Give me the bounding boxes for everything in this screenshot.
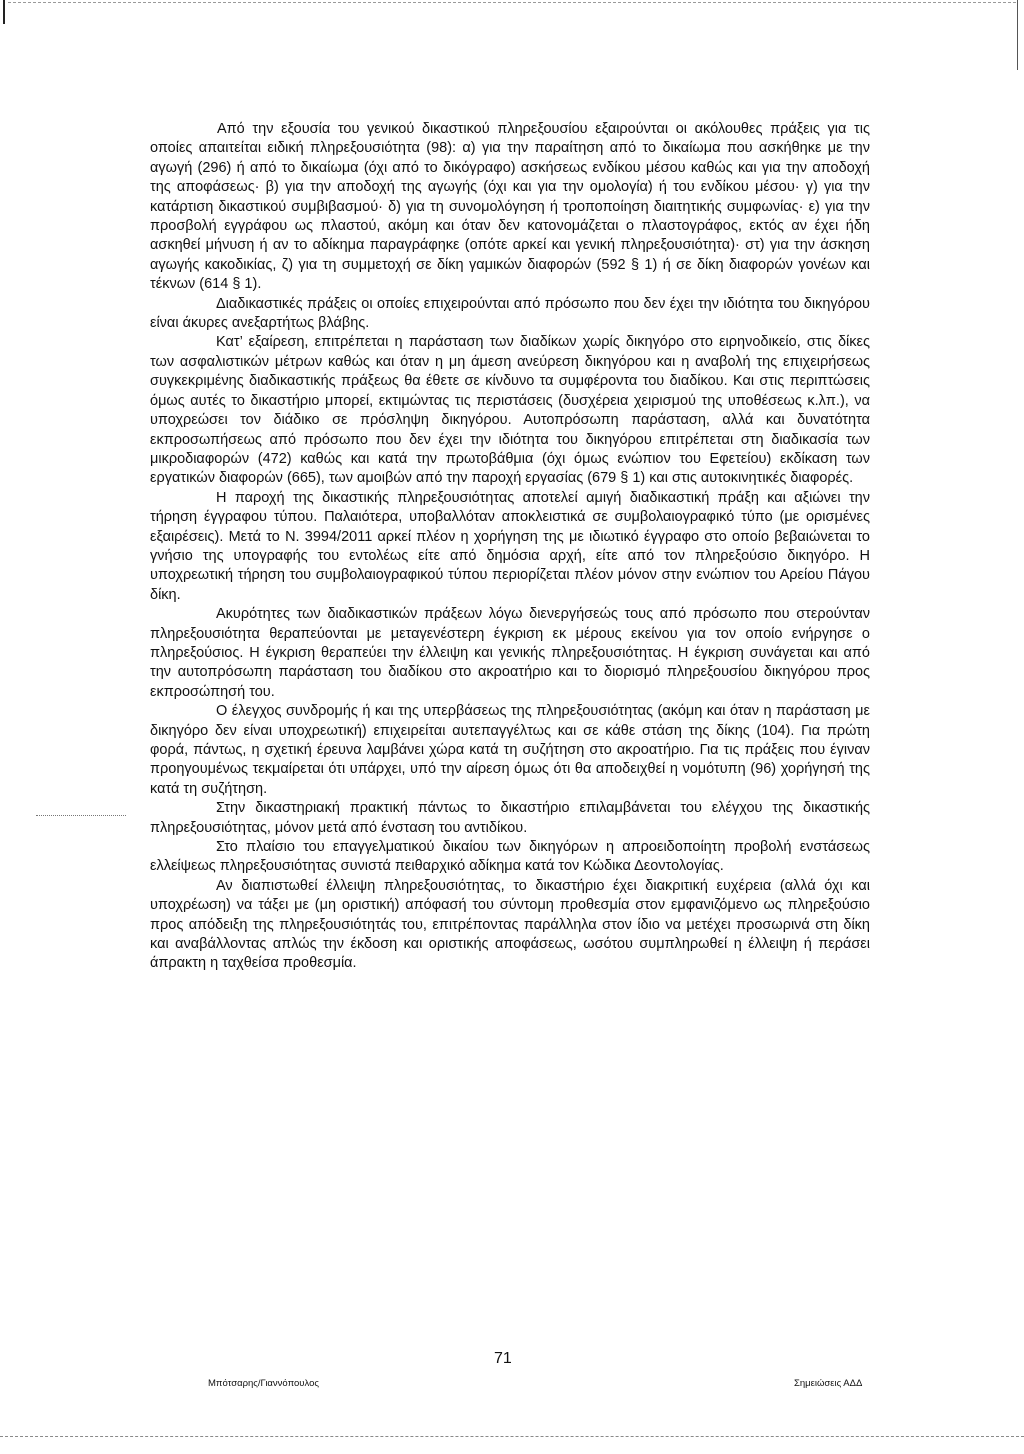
paragraph: Στο πλαίσιο του επαγγελματικού δικαίου των δικηγόρων η απροειδοποίητη προβολή ενστάσεως ελλείψεως πληρεξουσιότητας συνιστά πειθαρχικό αδίκημα κατά τον Κώδικα Δεοντολογίας. xyxy=(150,839,870,875)
paragraph: Ακυρότητες των διαδικαστικών πράξεων λόγω διενεργήσεώς τους από πρόσωπο που στερούνταν πληρεξουσιότητα θεραπεύονται με μεταγενέστερη έγκριση εκ μέρους εκείνου για τον οποίο ενήργησε ο πληρεξούσιος. Η έγκριση θεραπεύει την έλλειψη και γενικής πληρεξουσιότητας. Η έγκριση συνάγεται και από την αυτοπρόσωπη παράσταση του διαδίκου στο ακροατήριο και το διορισμό πληρεξουσίου δικηγόρου προς εκπροσώπησή του. xyxy=(150,606,870,700)
scan-edge-bottom xyxy=(0,1436,1024,1437)
scan-edge-left xyxy=(3,0,5,24)
scan-artifact-dots xyxy=(36,815,126,816)
scan-edge-top xyxy=(8,2,1016,3)
footer-authors: Μπότσαρης/Γιαννόπουλος xyxy=(208,1378,319,1389)
page-footer xyxy=(0,1350,1024,1390)
footer-title: Σημειώσεις ΑΔΔ xyxy=(794,1378,863,1389)
paragraph: Ο έλεγχος συνδρομής ή και της υπερβάσεως της πληρεξουσιότητας (ακόμη και όταν η παράσταση με δικηγόρο δεν είναι υποχρεωτική) επιχειρείται αυτεπαγγέλτως και σε κάθε στάση της δίκης (104). Για πρώτη φορά, πάντως, η σχετική έρευνα λαμβάνει χώρα κατά τη συζήτηση στο ακροατήριο. Για τις πράξεις που έγιναν προηγουμένως τεκμαίρεται ότι υπάρχει, υπό την αίρεση όμως ότι θα αποδειχθεί η νομότυπη (96) χορήγησή της κατά τη συζήτηση. xyxy=(150,703,870,797)
paragraph: Διαδικαστικές πράξεις οι οποίες επιχειρούνται από πρόσωπο που δεν έχει την ιδιότητα του δικηγόρου είναι άκυρες ανεξαρτήτως βλάβης. xyxy=(150,295,870,332)
page-body xyxy=(150,120,870,974)
paragraph: Στην δικαστηριακή πρακτική πάντως το δικαστήριο επιλαμβάνεται του ελέγχου της δικαστικής πληρεξουσιότητας, μόνον μετά από ένσταση του αντιδίκου. xyxy=(150,800,870,836)
paragraph: Η παροχή της δικαστικής πληρεξουσιότητας αποτελεί αμιγή διαδικαστική πράξη και αξιώνει την τήρηση έγγραφου τύπου. Παλαιότερα, υποβαλλόταν αποκλειστικά σε συμβολαιογραφικό τύπο (με ορισμένες εξαιρέσεις). Μετά το Ν. 3994/2011 αρκεί πλέον η χορήγηση της με ιδιωτικό έγγραφο στο οποίο βεβαιώνεται το γνήσιο της υπογραφής του εντολέως είτε από δημόσια αρχή, είτε από τον πληρεξούσιο δικηγόρο. Η υποχρεωτική τήρηση του συμβολαιογραφικού τύπου περιορίζεται πλέον μόνον στην ενώπιον του Αρείου Πάγου δίκη. xyxy=(150,489,870,603)
paragraph: Αν διαπιστωθεί έλλειψη πληρεξουσιότητας, το δικαστήριο έχει διακριτική ευχέρεια (αλλά όχι και υποχρέωση) να τάξει με (μη οριστική) απόφασή του σύντομη προθεσμία στον εμφανιζόμενο ως πληρεξούσιο προς απόδειξη της πληρεξουσιότητάς του, επιτρέποντας παράλληλα στον ίδιο να μετέχει προσωρινά στη δίκη και αναβάλλοντας απλώς την έκδοση και οριστικής αποφάσεως, ωσότου συμπληρωθεί η έλλειψη ή περάσει άπρακτη η ταχθείσα προθεσμία. xyxy=(150,877,870,972)
paragraph: Από την εξουσία του γενικού δικαστικού πληρεξουσίου εξαιρούνται οι ακόλουθες πράξεις για τις οποίες απαιτείται ειδική πληρεξουσιότητα (98): α) για την παραίτηση από το δικαίωμα που ασκήθηκε με την αγωγή (296) ή από το δικαίωμα (όχι από το δικόγραφο) ασκήσεως ενδίκου μέσου καθώς και για την αποδοχή της αποφάσεως· β) για την αποδοχή της αγωγής (όχι και για την ομολογία) ή του ενδίκου μέσου· γ) για την κατάρτιση δικαστικού συμβιβασμού· δ) για τη συνομολόγηση ή τροποποίηση διαιτητικής συμφωνίας· ε) για την προσβολή εγγράφου ως πλαστού, ακόμη και όταν δεν κατονομάζεται ο πλαστογράφος, εκτός αν έχει ήδη ασκηθεί μήνυση ή αν το αδίκημα παραγράφηκε (οπότε αρκεί και γενική πληρεξουσιότητα)· στ) για την άσκηση αγωγής κακοδικίας, ζ) για τη συμμετοχή σε δίκη γαμικών διαφορών (592 § 1) ή σε δίκη διαφορών γονέων και τέκνων (614 § 1). xyxy=(150,121,870,293)
page-number: 71 xyxy=(494,1350,512,1367)
paragraph: Κατ’ εξαίρεση, επιτρέπεται η παράσταση των διαδίκων χωρίς δικηγόρο στο ειρηνοδικείο, στις δίκες των ασφαλιστικών μέτρων καθώς και όταν η μη άμεση ανεύρεση δικηγόρου και η αναβολή της επιχειρήσεως συγκεκριμένης διαδικαστικής πράξεως θα έθετε σε κίνδυνο τα συμφέροντα του διαδίκου. Και στις περιπτώσεις όμως αυτές το δικαστήριο μπορεί, εκτιμώντας τις περιστάσεις (δυσχέρεια χειρισμού της υποθέσεως κ.λπ.), να υποχρεώσει τον διάδικο σε πρόσληψη δικηγόρου. Αυτοπρόσωπη παράσταση, αλλά και δυνατότητα εκπροσωπήσεως από πρόσωπο που δεν έχει την ιδιότητα του δικηγόρου επιτρέπεται στη διαδικασία των μικροδιαφορών (472) καθώς και κατά την πρωτοβάθμια (όχι όμως ενώπιον του Εφετείου) εκδίκαση των εργατικών διαφορών (665), των αμοιβών από την παροχή εργασίας (679 § 1) και στις αυτοκινητικές διαφορές. xyxy=(150,334,870,487)
scan-edge-right xyxy=(1017,0,1018,70)
